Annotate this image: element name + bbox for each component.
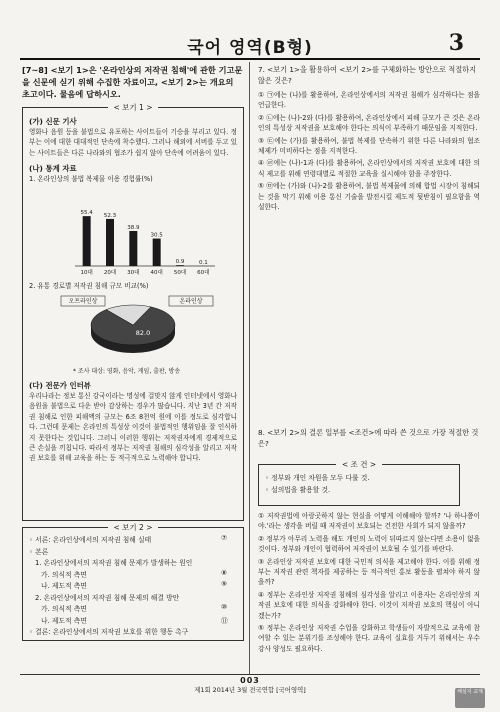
page-number: 3 <box>448 30 464 56</box>
outline-item <box>35 592 179 602</box>
pie-value-label: 82.0 <box>135 329 151 337</box>
condition-title: < 조 건 > <box>336 460 382 469</box>
legend-label: 오프라인상 <box>68 298 98 305</box>
box2-title: < 보기 2 > <box>108 523 159 532</box>
x-tick-label: 10대 <box>80 270 93 276</box>
legend-label: 온라인상 <box>179 298 203 305</box>
stats-sub1: 1. 온라인상의 불법 복제물 이용 경험률(%) <box>29 175 153 184</box>
header-rule <box>20 58 480 60</box>
outline-item-text: 나. 제도적 측면 <box>41 616 87 625</box>
footer-rule <box>20 674 480 675</box>
outline-item <box>29 626 188 636</box>
outline-item <box>29 534 151 544</box>
bar-value-label: 52.3 <box>103 212 117 219</box>
answer-option[interactable]: ③ ㉢에는 (가)를 활용하여, 불법 복제를 단속하기 위한 다른 나라와의 협조 체제가 미비하다는 점을 지적한다. <box>258 136 480 156</box>
outline-marker: ⑧ <box>221 568 228 577</box>
bar-value-label: 55.4 <box>80 210 93 217</box>
bar <box>83 216 91 266</box>
page-title: 국어 영역(B형) <box>187 38 313 58</box>
answer-option[interactable]: ① ㉠에는 (나)를 활용하여, 온라인상에서의 저작권 침해가 심각하다는 점을 언급한다. <box>258 91 480 110</box>
question-8-stem: 8. <보기 2>의 결론 일부를 <조건>에 따라 쓴 것으로 가장 적절한 것은? <box>258 428 479 448</box>
footer-page: 003 <box>240 676 260 685</box>
outline-item-text: ◦ 결론: 온라인상에서의 저작권 보호를 위한 행동 촉구 <box>29 628 189 636</box>
x-tick-label: 30대 <box>127 270 140 276</box>
answer-option[interactable]: ① 저작권법에 아랑곳하지 않는 현실을 어떻게 이해해야 할까? '나 하나쯤이야.'라는 생각을 버릴 때 저작권이 보호되는 건전한 사회가 되지 않을까? <box>258 512 480 531</box>
x-tick-label: 50대 <box>173 270 187 276</box>
bar <box>153 239 161 266</box>
stats-heading: (나) 통계 자료 <box>29 164 77 174</box>
x-tick-label: 60대 <box>197 270 210 276</box>
x-tick-label: 20대 <box>103 270 117 276</box>
usage-bar-chart <box>35 200 235 278</box>
stats-note: * 조사 대상: 영화, 음악, 게임, 출판, 방송 <box>73 368 181 375</box>
outline-item <box>41 615 87 625</box>
outline-item-text: ◦ 서론: 온라인상에서의 저작권 침해 실태 <box>29 536 152 544</box>
question-7-stem: 7. <보기 1>을 활용하여 <보기 2>를 구체화하는 방안으로 적절하지 않은 것은? <box>258 65 477 85</box>
question-7-options <box>258 90 480 214</box>
outline-item-text: 1. 온라인상에서의 저작권 침해 문제가 발생하는 원인 <box>35 559 193 567</box>
bar <box>106 219 114 266</box>
reference-box-1 <box>22 103 244 521</box>
condition-item: ◦ 설의법을 활용할 것. <box>265 486 331 494</box>
answer-option[interactable]: ④ 정부는 온라인상 저작권 침해의 심각성을 알리고 이용자는 온라인상의 저작권 보호에 대한 의식을 강화해야 한다. 이것이 저작권 보호의 핵심이 아니겠는가? <box>258 590 480 620</box>
publisher-stamp: 해설지 교재 <box>455 688 485 708</box>
outline-marker: ⑦ <box>221 534 228 542</box>
answer-option[interactable]: ② ㉡에는 (나)-2와 (다)를 활용하여, 온라인상에서 피해 규모가 큰 것은 온라인의 특성상 저작권을 보호해야 한다는 의식이 부족하기 때문임을 지적한다. <box>258 113 480 133</box>
outline-item <box>35 557 192 567</box>
footer <box>0 676 500 694</box>
passage-intro: [7∼8] <보기 1>은 '온라인상의 저작권 침해'에 관한 기고문을 신문에 싣기 위해 수집한 자료이고, <보기 2>는 개요의 초고이다. 물음에 답하시오. <box>22 65 243 99</box>
interview-heading: (다) 전문가 인터뷰 <box>29 381 91 390</box>
outline-item-text: 가. 의식적 측면 <box>41 570 87 579</box>
outline-item <box>41 580 87 590</box>
bar <box>129 231 137 266</box>
answer-option[interactable]: ④ ㉣에는 (나)-1과 (다)를 활용하여, 온라인상에서의 저작권 보호에 대한 의식 제고를 위해 연령대별로 적절한 교육을 실시해야 함을 주장한다. <box>258 159 480 178</box>
condition-box <box>258 460 460 506</box>
outline-item-text: 나. 제도적 측면 <box>41 582 87 590</box>
column-divider <box>249 62 250 674</box>
answer-option[interactable]: ③ 온라인상 저작권 보호에 대한 국민적 의식을 제고해야 한다. 이를 위해 정부는 저작권 관련 책자를 제공하는 등 적극적인 홍보 활동을 펼쳐야 하지 않을까? <box>258 557 480 587</box>
bar <box>176 265 184 266</box>
question-8-options <box>258 511 480 656</box>
outline-item-text: 2. 온라인상에서의 저작권 침해 문제의 해결 방안 <box>35 593 180 602</box>
outline-marker: ⑩ <box>221 603 228 611</box>
answer-option[interactable]: ⑤ 정부는 온라인상 저작권 수업을 강화하고 학생들이 자발적으로 교육에 참여할 수 있는 분위기를 조성해야 한다. 교육이 실효를 거두기 위해서는 우수 강사 양성도 필요하다. <box>258 624 480 653</box>
article-text: 영화나 음원 등을 불법으로 유포하는 사이트들이 기승을 부리고 있다. 정부는 이에 대한 대대적인 단속에 착수했다. 그러나 해외에 서버를 두고 있는 사이트들은 다른 나라와의 협조가 쉽지 않아 단속에 어려움이 있다. <box>29 128 237 157</box>
bar-value-label: 38.9 <box>127 224 140 231</box>
bar-value-label: 0.9 <box>175 259 185 266</box>
answer-option[interactable]: ② 정부가 아무리 노력을 해도 개인의 노력이 뒤따르지 않는다면 소용이 없을 것이다. 정부와 개인이 협력하여 저작권이 보호될 수 있기를 바란다. <box>258 534 480 554</box>
bar-value-label: 30.5 <box>150 232 163 239</box>
outline-marker: ⑪ <box>221 616 228 625</box>
outline-marker: ⑨ <box>221 580 228 588</box>
reference-box-2 <box>22 523 244 641</box>
outline-item-text: 가. 의식적 측면 <box>41 605 87 613</box>
footer-exam-line: 제1회 2014년 3월 전국연합 [국어영역] <box>194 686 306 694</box>
bar-value-label: 0.1 <box>198 259 208 266</box>
stats-sub2: 2. 유통 경로별 저작권 침해 규모 비교(%) <box>29 282 149 290</box>
x-tick-label: 40대 <box>150 270 163 276</box>
interview-text: 우리나라는 정보 통신 강국이라는 명성에 걸맞지 않게 인터넷에서 영화나 음원을 불법으로 다운 받아 감상하는 경우가 많습니다. 지난 3년 간 저작권 침해로 인한 피해액의 규모는 6조 8천억 원에 이를 정도로 심각합니다. 그런데 문제는 온라인의 특성상 이것이 불법적인 행위임을 잘 인식하지 못한다는 것입니다. 그러니 이러한 행위는 저작권자에게 경제적으로 큰 손실을 끼칩니다. 따라서 정부는 저작권 침해의 심각성을 알리고 저작권 보호를 위해 교육을 하는 등 적극적으로 노력해야 합니다. <box>29 392 237 463</box>
article-heading: (가) 신문 기사 <box>29 117 77 126</box>
outline-item-text: ◦ 본론 <box>29 547 49 556</box>
outline-item <box>41 569 87 579</box>
box1-title: < 보기 1 > <box>108 103 159 112</box>
answer-option[interactable]: ⑤ ㉤에는 (가)와 (나)-2를 활용하여, 불법 복제물에 의해 합법 시장이 침해되는 것을 막기 위해 이용 통신 기술을 발전시킬 제도적 뒷받침이 필요함을 역설한다. <box>258 182 480 212</box>
distribution-pie-chart <box>33 295 233 365</box>
condition-item: ◦ 정부와 개인 차원을 모두 다룰 것. <box>265 474 370 482</box>
outline-item <box>41 603 87 613</box>
outline-item <box>29 546 48 556</box>
